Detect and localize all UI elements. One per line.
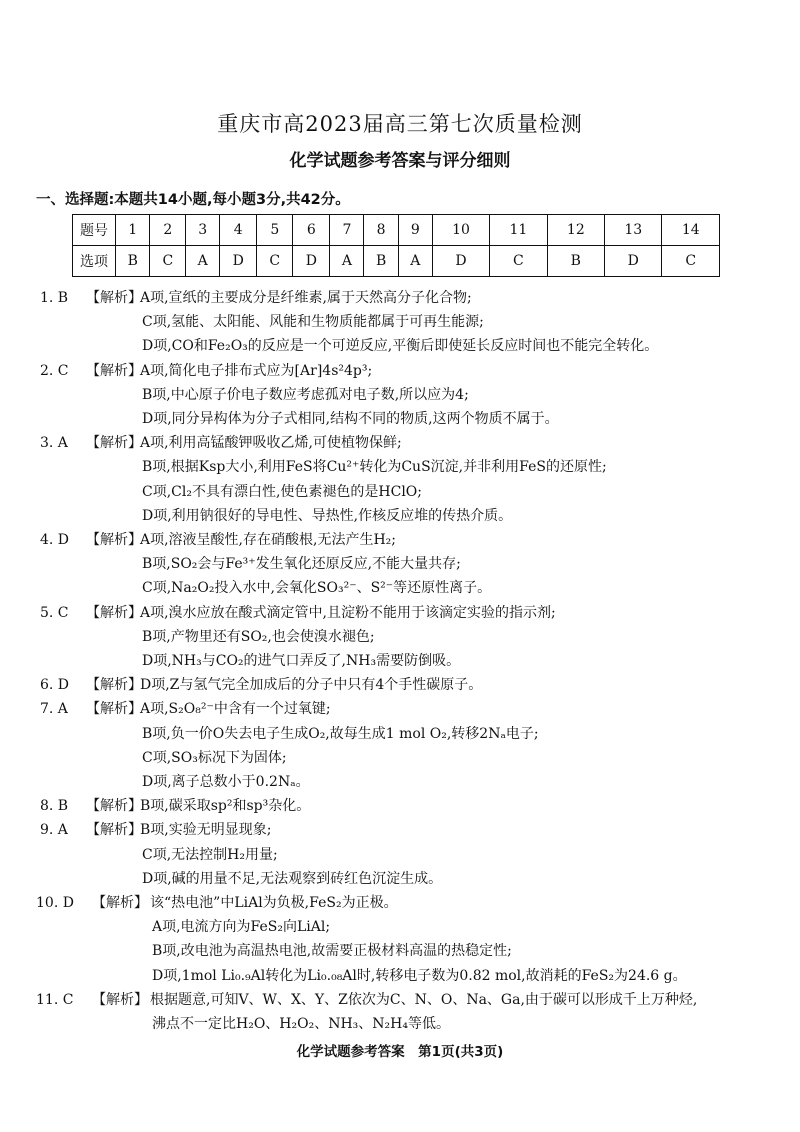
table-cell-answer: B [116,246,150,277]
table-cell-number: 7 [330,215,364,246]
table-cell-answer: C [257,246,293,277]
table-cell-number: 8 [364,215,398,246]
table-cell-answer: B [547,246,604,277]
explanation-line: C项,氢能、太阳能、风能和生物质能都属于可再生能源; [142,314,484,331]
answer-table-number-row [73,215,720,246]
explanation-line: B项,根据Ksp大小,利用FeS将Cu²⁺转化为CuS沉淀,并非利用FeS的还原性; [142,459,607,476]
explanation-line: C项,无法控制H₂用量; [142,846,278,863]
table-header-answer: 选项 [73,246,116,277]
explanation-line: B项,SO₂会与Fe³⁺发生氧化还原反应,不能大量共存; [142,556,461,573]
table-cell-number: 13 [605,215,662,246]
table-cell-answer: D [432,246,489,277]
table-header-number: 题号 [73,215,116,246]
explanation-line: D项,1mol Li₀.₉Al转化为Li₀.₀₈Al时,转移电子数为0.82 mol,故消耗的FeS₂为24.6 g。 [152,967,687,984]
question-number: 1. B [40,290,69,306]
explanation-line: B项,实验无明显现象; [140,822,272,839]
explanation-line: D项,Z与氢气完全加成后的分子中只有4个手性碳原子。 [140,677,483,694]
question-number: 11. C [36,991,74,1008]
explanation-line: D项,离子总数小于0.2Nₐ。 [142,774,310,790]
explanation-line: 沸点不一定比H₂O、H₂O₂、NH₃、N₂H₄等低。 [152,1016,450,1032]
explanation-line: A项,电流方向为FeS₂向LiAl; [152,919,331,936]
analysis-tag: 【解析】 [86,701,142,718]
table-cell-answer: D [605,246,662,277]
explanation-line: D项,同分异构体为分子式相同,结构不同的物质,这两个物质不属于。 [142,411,559,427]
table-cell-answer: A [330,246,364,277]
page-subtitle: 化学试题参考答案与评分细则 [289,151,511,171]
analysis-tag: 【解析】 [86,532,142,548]
table-cell-number: 12 [547,215,604,246]
explanation-line: B项,负一价O失去电子生成O₂,故每生成1 mol O₂,转移2Nₐ电子; [142,725,539,742]
table-cell-number: 5 [257,215,293,246]
explanation-line: A项,溴水应放在酸式滴定管中,且淀粉不能用于该滴定实验的指示剂; [140,604,556,621]
analysis-tag: 【解析】 [86,290,142,306]
page-title: 重庆市高2023届高三第七次质量检测 [217,112,583,136]
question-number: 7. A [40,701,68,718]
answer-table-answer-row [73,246,720,277]
explanation-line: D项,CO和Fe₂O₃的反应是一个可逆反应,平衡后即使延长反应时间也不能完全转化。 [142,338,659,355]
explanation-line: C项,Cl₂不具有漂白性,使色素褪色的是HClO; [142,483,423,500]
answer-table [72,214,720,277]
explanation-line: D项,碱的用量不足,无法观察到砖红色沉淀生成。 [142,870,443,887]
table-cell-answer: C [662,246,720,277]
question-number: 2. C [40,362,69,379]
analysis-tag: 【解析】 [86,822,142,839]
analysis-tag: 【解析】 [86,798,142,815]
analysis-tag: 【解析】 [86,677,142,694]
analysis-tag: 【解析】 [86,362,142,379]
question-number: 4. D [40,532,70,548]
table-cell-number: 10 [432,215,489,246]
analysis-tag: 【解析】 [92,991,148,1008]
explanation-line: B项,产物里还有SO₂,也会使溴水褪色; [142,628,375,645]
explanation-line: A项,简化电子排布式应为[Ar]4s²4p³; [140,362,373,379]
explanation-line: C项,SO₃标况下为固体; [142,749,287,766]
section-heading: 一、选择题:本题共14小题,每小题3分,共42分。 [36,192,350,208]
page-footer: 化学试题参考答案 第1页(共3页) [296,1044,504,1060]
explanation-line: B项,改电池为高温热电池,故需要正极材料高温的热稳定性; [152,943,512,960]
explanation-line: 该“热电池”中LiAl为负极,FeS₂为正极。 [150,895,398,911]
table-cell-number: 1 [116,215,150,246]
analysis-tag: 【解析】 [86,435,142,452]
question-number: 5. C [40,604,69,621]
explanation-line: D项,利用钠很好的导电性、导热性,作核反应堆的传热介质。 [142,507,513,524]
explanation-line: A项,利用高锰酸钾吸收乙烯,可使植物保鲜; [140,435,402,452]
explanation-line: D项,NH₃与CO₂的进气口弄反了,NH₃需要防倒吸。 [142,653,461,669]
explanation-line: 根据题意,可知V、W、X、Y、Z依次为C、N、O、Na、Ga,由于碳可以形成千上万种烃, [150,991,698,1008]
table-cell-number: 6 [293,215,330,246]
explanation-line: B项,中心原子价电子数应考虑孤对电子数,所以应为4; [142,386,469,403]
explanation-line: A项,S₂O₈²⁻中含有一个过氧键; [140,701,331,718]
explanation-line: C项,Na₂O₂投入水中,会氧化SO₃²⁻、S²⁻等还原性离子。 [142,580,492,597]
question-number: 8. B [40,798,69,815]
table-cell-answer: C [150,246,186,277]
table-cell-answer: A [398,246,432,277]
table-cell-number: 11 [490,215,547,246]
question-number: 9. A [40,822,68,839]
question-number: 10. D [36,895,74,911]
table-cell-number: 14 [662,215,720,246]
table-cell-number: 2 [150,215,186,246]
table-cell-answer: C [490,246,547,277]
analysis-tag: 【解析】 [92,895,148,911]
table-cell-answer: D [293,246,330,277]
table-cell-answer: B [364,246,398,277]
analysis-tag: 【解析】 [86,604,142,621]
table-cell-number: 9 [398,215,432,246]
explanation-line: A项,宣纸的主要成分是纤维素,属于天然高分子化合物; [140,290,472,306]
table-cell-answer: A [186,246,220,277]
question-number: 3. A [40,435,68,452]
table-cell-number: 4 [220,215,257,246]
question-number: 6. D [40,677,70,694]
explanation-line: A项,溶液呈酸性,存在硝酸根,无法产生H₂; [140,532,396,548]
table-cell-number: 3 [186,215,220,246]
explanation-line: B项,碳采取sp²和sp³杂化。 [140,798,311,815]
table-cell-answer: D [220,246,257,277]
